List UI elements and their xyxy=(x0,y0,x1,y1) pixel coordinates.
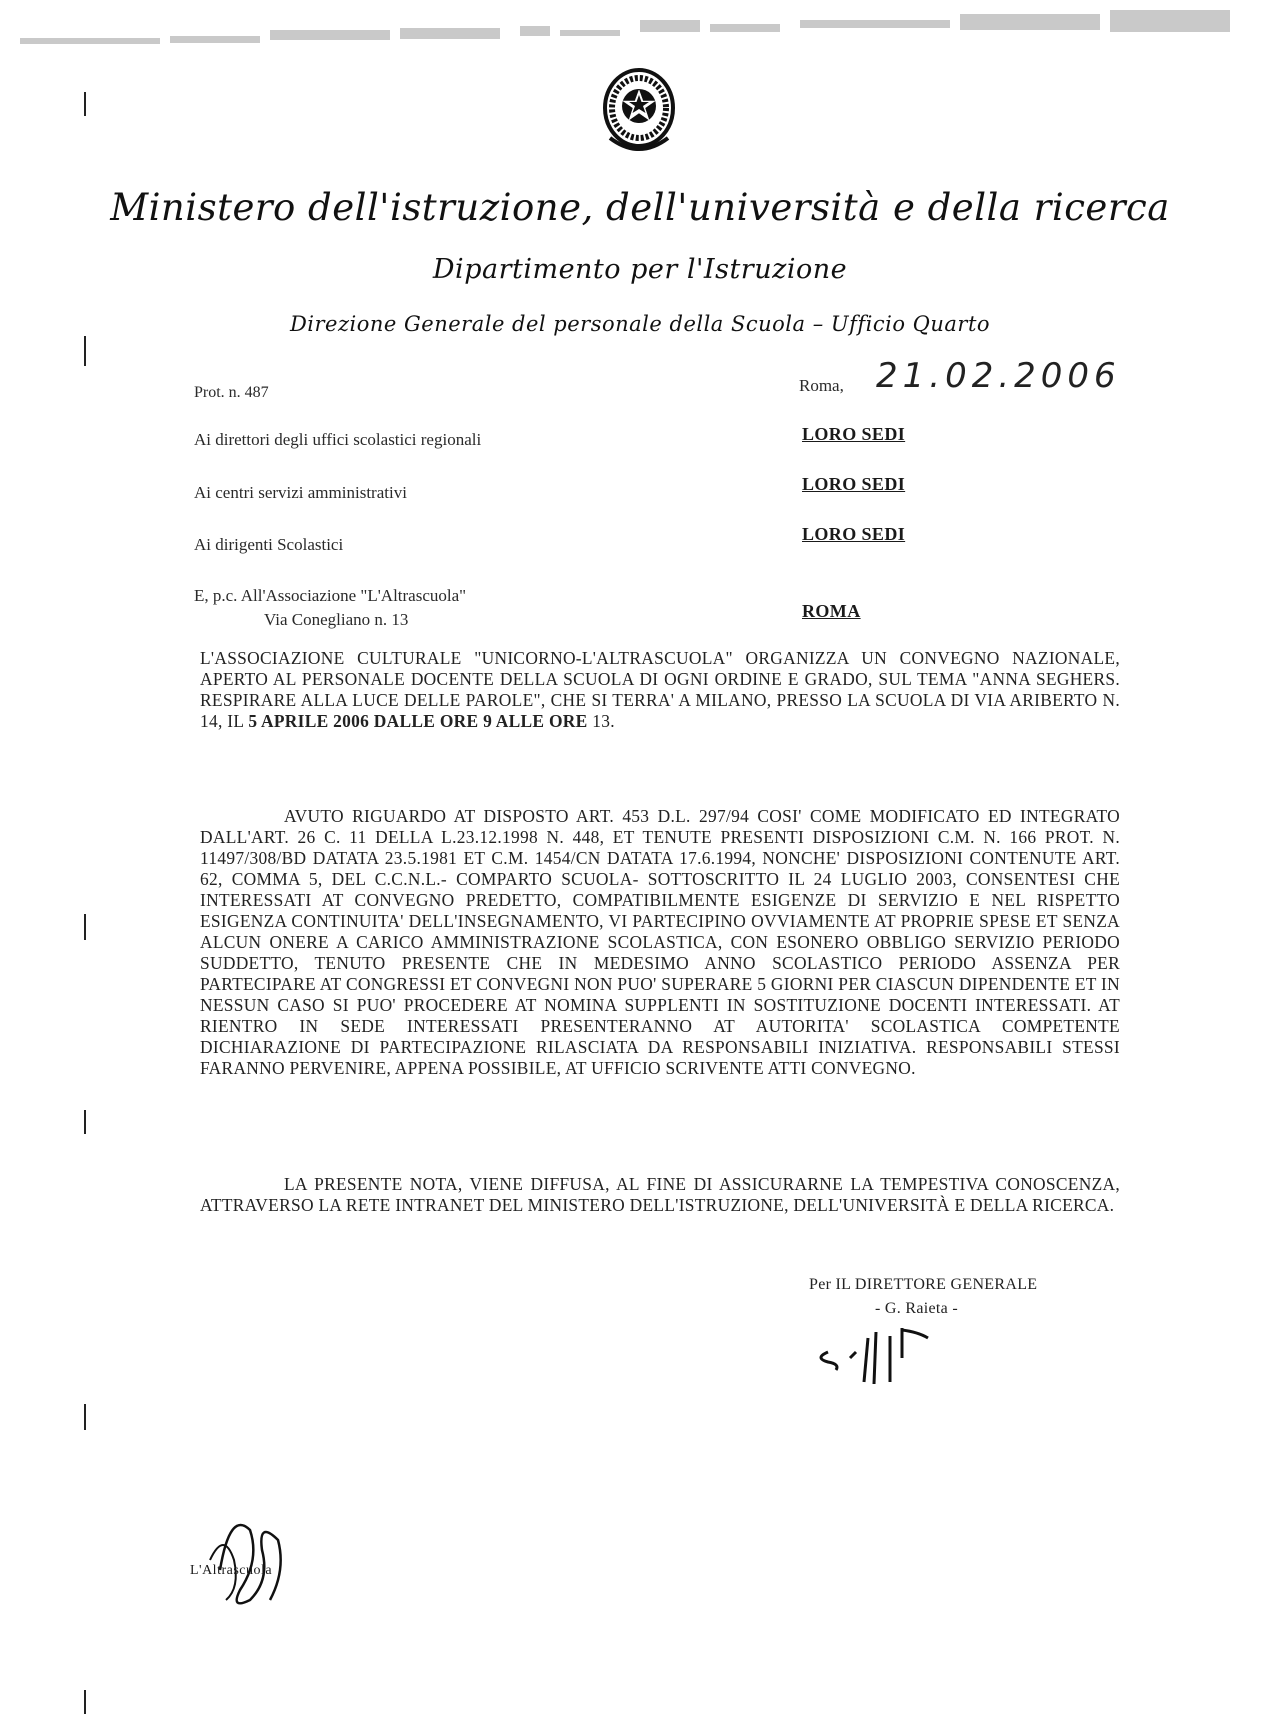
paragraph-distribution xyxy=(200,1174,1120,1216)
recipient-name: Ai dirigenti Scolastici xyxy=(194,535,344,554)
paragraph-provisions xyxy=(200,806,1120,1079)
cc-line-2: Via Conegliano n. 13 xyxy=(264,610,409,629)
paragraph-announcement-tail: 13. xyxy=(587,711,615,731)
recipient-destination: LORO SEDI xyxy=(802,474,906,494)
signature-name: - G. Raieta - xyxy=(875,1300,958,1317)
paragraph-distribution-text: LA PRESENTE NOTA, VIENE DIFFUSA, AL FINE DI ASSICURARNE LA TEMPESTIVA CONOSCENZA, ATTRAVERSO LA RETE INTRANET DEL MINISTERO DELL'ISTRUZIONE, DELL'UNIVERSITÀ E DELLA RICERCA. xyxy=(200,1174,1120,1215)
cc-destination: ROMA xyxy=(802,601,861,621)
direction-title: Direzione Generale del personale della Scuola – Ufficio Quarto xyxy=(289,312,991,336)
protocol-number: Prot. n. 487 xyxy=(194,384,269,401)
margin-mark xyxy=(84,914,86,940)
handwritten-date: 21.02.2006 xyxy=(876,356,1121,396)
margin-mark xyxy=(84,1110,86,1134)
recipient-name: Ai direttori degli uffici scolastici regionali xyxy=(194,430,482,449)
recipient-destination: LORO SEDI xyxy=(802,424,906,444)
recipient-destination: LORO SEDI xyxy=(802,524,906,544)
cc-line-1: E, p.c. All'Associazione "L'Altrascuola" xyxy=(194,586,467,605)
recipient-name: Ai centri servizi amministrativi xyxy=(194,483,407,502)
paragraph-provisions-text: AVUTO RIGUARDO AT DISPOSTO ART. 453 D.L. 297/94 COSI' COME MODIFICATO ED INTEGRATO DALL'ART. 26 C. 11 DELLA L.23.12.1998 N. 448, ET TENUTE PRESENTI DISPOSIZIONI C.M. N. 166 PROT. N. 11497/308/BD DATATA 23.5.1981 ET C.M. 1454/CN DATATA 17.6.1994, NONCHE' DISPOSIZIONI CONTENUTE ART. 62, COMMA 5, DEL C.C.N.L.- COMPARTO SCUOLA- SOTTOSCRITTO IL 24 LUGLIO 2003, CONSENTESI CHE INTERESSATI AT CONVEGNO PREDETTO, COMPATIBILMENTE ESIGENZE DI SERVIZIO E NEL RISPETTO ESIGENZA CONTINUITA' DELL'INSEGNAMENTO, VI PARTECIPINO OVVIAMENTE AT PROPRIE SPESE ET SENZA ALCUN ONERE A CARICO AMMINISTRAZIONE SCOLASTICA, CON ESONERO OBBLIGO SERVIZIO PERIODO SUDDETTO, TENUTO PRESENTE CHE IN MEDESIMO ANNO SCOLASTICO PERIODO ASSENZA PER PARTECIPARE AT CONGRESSI ET CONVEGNI NON PUO' SUPERARE 5 GIORNI PER CIASCUN DIPENDENTE ET IN NESSUN CASO SI PUO' PROCEDERE AT NOMINA SUPPLENTI IN SOSTITUZIONE DOCENTI INTERESSATI. AT RIENTRO IN SEDE INTERESSATI PRESENTERANNO AT AUTORITA' SCOLASTICA COMPETENTE DICHIARAZIONE DI PARTECIPAZIONE RILASCIATA DA RESPONSABILI INIZIATIVA. RESPONSABILI STESSI FARANNO PERVENIRE, APPENA POSSIBILE, AT UFFICIO SCRIVENTE ATTI CONVEGNO. xyxy=(200,806,1120,1078)
handwritten-signature xyxy=(810,1318,960,1388)
paragraph-announcement-text: L'ASSOCIAZIONE CULTURALE "UNICORNO-L'ALTRASCUOLA" ORGANIZZA UN CONVEGNO NAZIONALE, APERTO AL PERSONALE DOCENTE DELLA SCUOLA DI OGNI ORDINE E GRADO, SUL TEMA "ANNA SEGHERS. RESPIRARE ALLA LUCE DELLE PAROLE", CHE SI TERRA' A MILANO, PRESSO LA SCUOLA DI VIA ARIBERTO N. 14, IL xyxy=(200,648,1120,731)
ministry-title: Ministero dell'istruzione, dell'università e della ricerca xyxy=(110,186,1170,229)
paragraph-announcement xyxy=(200,648,1120,732)
margin-mark xyxy=(84,1690,86,1714)
department-title: Dipartimento per l'Istruzione xyxy=(432,254,848,285)
margin-mark xyxy=(84,92,86,116)
margin-mark xyxy=(84,1404,86,1430)
scan-noise-strip xyxy=(0,0,1280,60)
margin-mark xyxy=(84,336,86,366)
paragraph-announcement-bold: 5 APRILE 2006 DALLE ORE 9 ALLE ORE xyxy=(248,711,588,731)
association-stamp xyxy=(190,1500,310,1620)
emblem-icon xyxy=(598,64,680,156)
association-stamp-text: L'Altrascuola xyxy=(190,1563,273,1578)
date-label: Roma, xyxy=(799,376,844,395)
signature-title: Per IL DIRETTORE GENERALE xyxy=(809,1276,1038,1293)
